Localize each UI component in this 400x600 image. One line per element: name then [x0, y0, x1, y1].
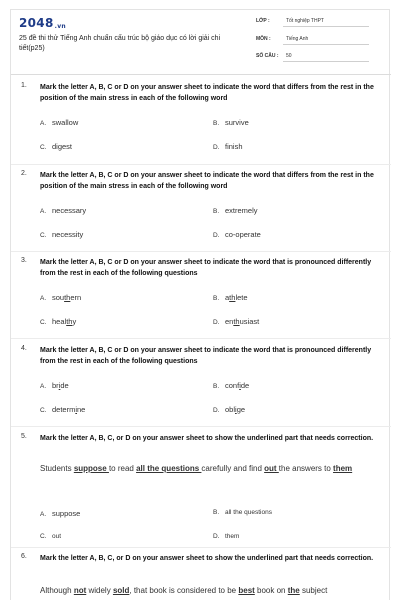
- word-part: de: [240, 381, 250, 390]
- option-letter: C.: [40, 533, 47, 540]
- option-letter: D.: [213, 319, 220, 326]
- option-text: finish: [225, 142, 243, 151]
- question-prompt: Mark the letter A, B, C or D on your answer sheet to indicate the word that differs from the rest in the position of the main stress in each of the following word: [40, 172, 374, 190]
- question-number: 6.: [21, 553, 27, 560]
- option-text: co-operate: [225, 230, 261, 239]
- question-prompt: Mark the letter A, B, C, or D on your answer sheet to show the underlined part that needs correction.: [40, 555, 374, 562]
- option-a[interactable]: [40, 118, 78, 127]
- option-text: them: [225, 533, 240, 540]
- logo-text: 2048: [19, 16, 54, 30]
- sentence-part: Although: [40, 586, 74, 595]
- underlined-part: th: [66, 317, 73, 326]
- word-part: a: [225, 293, 230, 302]
- sentence-part: widely: [86, 586, 113, 595]
- option-a[interactable]: [40, 509, 80, 518]
- option-c[interactable]: [40, 405, 85, 414]
- underlined-part: i: [239, 381, 241, 390]
- lop-underline: [283, 26, 369, 27]
- option-letter: B.: [213, 208, 220, 215]
- option-letter: A.: [40, 383, 47, 390]
- word-part: lete: [235, 293, 248, 302]
- underlined-part: i: [58, 381, 61, 390]
- lop-label: LỚP :: [256, 18, 270, 24]
- exam-header: [11, 10, 391, 70]
- question-divider: [11, 338, 391, 339]
- option-text: survive: [225, 118, 249, 127]
- word-part: sou: [52, 293, 65, 302]
- option-letter: B.: [213, 509, 220, 516]
- word-part: heal: [52, 317, 67, 326]
- word-part: ern: [70, 293, 82, 302]
- sentence-part: the answers to: [278, 464, 334, 473]
- option-text: necessity: [52, 230, 84, 239]
- option-letter: D.: [213, 144, 220, 151]
- question-divider: [11, 426, 391, 427]
- underlined-part: them: [333, 464, 353, 473]
- lop-value: Tốt nghiệp THPT: [286, 18, 324, 24]
- question-number: 5.: [21, 433, 27, 440]
- option-c[interactable]: [40, 142, 72, 151]
- question-number: 3.: [21, 257, 27, 264]
- sentence-part: subject: [299, 586, 328, 595]
- option-b[interactable]: [213, 118, 249, 127]
- exam-title: 25 đề thi thử Tiếng Anh chuẩn cấu trúc bộ giáo dục có lời giải chi tiết(p25): [19, 35, 221, 52]
- question-prompt: Mark the letter A, B, C, or D on your answer sheet to show the underlined part that needs correction.: [40, 435, 374, 442]
- exam-sheet: [10, 9, 390, 600]
- question-divider: [11, 251, 391, 252]
- option-letter: C.: [40, 144, 47, 151]
- site-logo[interactable]: [19, 16, 66, 30]
- sentence-part: Students: [40, 464, 74, 473]
- word-part: ge: [236, 405, 246, 414]
- option-text: swallow: [52, 118, 79, 127]
- question-divider: [11, 164, 391, 165]
- option-d[interactable]: [213, 405, 245, 414]
- underlined-part: th: [64, 293, 71, 302]
- underlined-part: all the questions: [136, 464, 202, 473]
- option-letter: C.: [40, 407, 47, 414]
- word-part: y: [72, 317, 77, 326]
- socau-value: 50: [286, 53, 292, 59]
- question-number: 1.: [21, 82, 27, 89]
- mon-value: Tiếng Anh: [286, 36, 309, 42]
- word-part: determ: [52, 405, 76, 414]
- option-letter: B.: [213, 383, 220, 390]
- option-d[interactable]: [213, 230, 261, 239]
- option-d[interactable]: [213, 317, 259, 326]
- option-letter: C.: [40, 232, 47, 239]
- header-divider: [11, 74, 391, 75]
- underlined-part: i: [75, 405, 78, 414]
- option-a[interactable]: [40, 206, 86, 215]
- question-prompt: Mark the letter A, B, C or D on your answer sheet to indicate the word that is pronounced differently from the rest in each of the following questions: [40, 259, 372, 277]
- underlined-part: best: [238, 586, 255, 595]
- question-number: 4.: [21, 345, 27, 352]
- underlined-part: suppose: [73, 464, 109, 473]
- question-sentence: [40, 463, 385, 475]
- word-part: obl: [225, 405, 236, 414]
- option-d[interactable]: [213, 142, 243, 151]
- option-text: digest: [52, 142, 73, 151]
- question-prompt: Mark the letter A, B, C or D on your answer sheet to indicate the word that is pronounced differently from the rest in each of the following questions: [40, 347, 372, 365]
- word-part: br: [52, 381, 59, 390]
- option-letter: A.: [40, 120, 47, 127]
- option-letter: A.: [40, 295, 47, 302]
- option-c[interactable]: [40, 533, 61, 540]
- sentence-part: carefully and find: [201, 464, 265, 473]
- option-letter: C.: [40, 319, 47, 326]
- sentence-part: to read: [108, 464, 137, 473]
- option-a[interactable]: [40, 381, 69, 390]
- underlined-part: i: [235, 405, 237, 414]
- word-part: en: [225, 317, 234, 326]
- option-text: extremely: [225, 206, 258, 215]
- underlined-part: sold: [112, 586, 130, 595]
- sentence-part: , that book is considered to be: [129, 586, 239, 595]
- logo-suffix: .vn: [54, 23, 66, 30]
- option-letter: B.: [213, 120, 220, 127]
- mon-underline: [283, 44, 369, 45]
- option-letter: A.: [40, 208, 47, 215]
- question-number: 2.: [21, 170, 27, 177]
- option-a[interactable]: [40, 293, 81, 302]
- option-letter: D.: [213, 533, 220, 540]
- option-letter: D.: [213, 232, 220, 239]
- option-c[interactable]: [40, 230, 83, 239]
- question-sentence: [40, 585, 385, 597]
- option-text: necessary: [52, 206, 87, 215]
- word-part: de: [60, 381, 69, 390]
- socau-label: SỐ CÂU :: [256, 53, 279, 59]
- word-part: conf: [225, 381, 240, 390]
- socau-underline: [283, 61, 369, 62]
- underlined-part: not: [73, 586, 87, 595]
- question-divider: [11, 547, 391, 548]
- option-b[interactable]: [213, 381, 249, 390]
- question-prompt: Mark the letter A, B, C or D on your answer sheet to indicate the word that differs from the rest in the position of the main stress in each of the following word: [40, 84, 374, 102]
- option-text: out: [52, 533, 62, 540]
- option-letter: B.: [213, 295, 220, 302]
- underlined-part: th: [229, 293, 236, 302]
- option-c[interactable]: [40, 317, 76, 326]
- underlined-part: the: [287, 586, 300, 595]
- option-letter: A.: [40, 511, 47, 518]
- word-part: ne: [77, 405, 86, 414]
- option-d[interactable]: [213, 533, 239, 540]
- option-b[interactable]: [213, 206, 258, 215]
- word-part: usiast: [239, 317, 260, 326]
- mon-label: MÔN :: [256, 36, 271, 42]
- option-letter: D.: [213, 407, 220, 414]
- option-b[interactable]: [213, 509, 272, 516]
- underlined-part: th: [233, 317, 240, 326]
- underlined-part: out: [264, 464, 279, 473]
- sentence-part: book on: [254, 586, 288, 595]
- option-b[interactable]: [213, 293, 248, 302]
- option-text: suppose: [52, 509, 81, 518]
- option-text: all the questions: [225, 509, 272, 516]
